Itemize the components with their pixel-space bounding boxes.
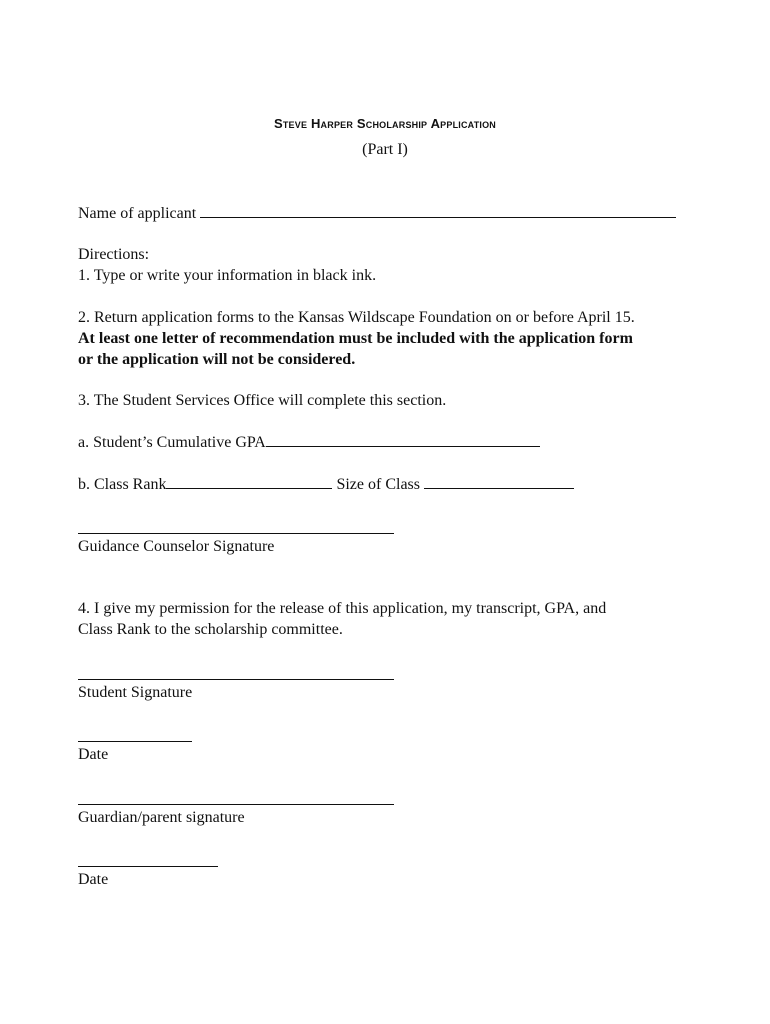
student-signature-field[interactable]	[78, 679, 394, 680]
direction-4-line-1: 4. I give my permission for the release of this application, my transcript, GPA, and	[78, 600, 607, 617]
student-signature-label: Student Signature	[78, 684, 193, 701]
class-rank-row	[78, 474, 574, 495]
direction-2-warning-line-2: or the application will not be considered.	[78, 351, 356, 368]
guidance-counselor-signature-label: Guidance Counselor Signature	[78, 538, 275, 555]
form-title: Steve Harper Scholarship Application	[273, 116, 497, 131]
guardian-signature-field[interactable]	[78, 804, 394, 805]
guardian-date-field[interactable]	[78, 866, 218, 867]
guardian-date-label: Date	[78, 871, 109, 888]
name-of-applicant-field[interactable]	[200, 203, 676, 218]
directions-label: Directions:	[78, 246, 150, 263]
class-rank-label: b. Class Rank	[78, 476, 167, 493]
size-of-class-field[interactable]	[424, 474, 574, 489]
direction-1: 1. Type or write your information in black ink.	[78, 267, 377, 284]
gpa-row	[78, 432, 540, 453]
direction-3: 3. The Student Services Office will complete this section.	[78, 392, 447, 409]
gpa-field[interactable]	[266, 432, 540, 447]
guardian-signature-label: Guardian/parent signature	[78, 809, 245, 826]
student-date-label: Date	[78, 746, 109, 763]
direction-4-line-2: Class Rank to the scholarship committee.	[78, 621, 343, 638]
student-date-field[interactable]	[78, 741, 192, 742]
name-of-applicant-label: Name of applicant	[78, 205, 197, 222]
direction-2: 2. Return application forms to the Kansas Wildscape Foundation on or before April 15.	[78, 309, 635, 326]
direction-2-warning-line-1: At least one letter of recommendation must be included with the application form	[78, 330, 633, 347]
gpa-label: a. Student’s Cumulative GPA	[78, 434, 266, 451]
class-rank-field[interactable]	[166, 474, 332, 489]
size-of-class-label: Size of Class	[336, 476, 420, 493]
guidance-counselor-signature-field[interactable]	[78, 533, 394, 534]
form-subtitle: (Part I)	[362, 141, 408, 158]
name-of-applicant-row	[78, 203, 676, 224]
